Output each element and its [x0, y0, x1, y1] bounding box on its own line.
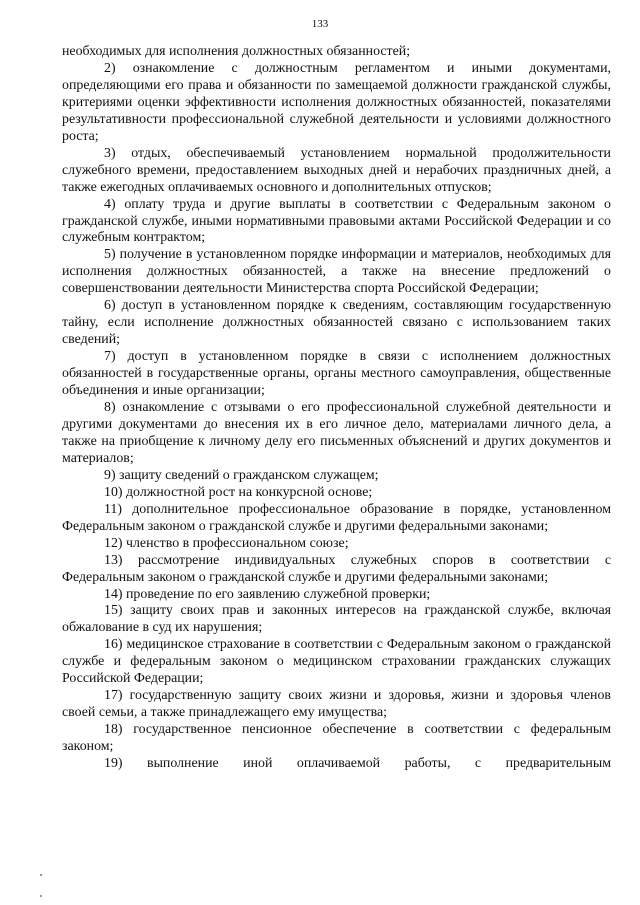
paragraph-item-9: 9) защиту сведений о гражданском служащем; [104, 467, 379, 483]
paragraph-item-11: 11) дополнительное профессиональное образование в порядке, установленном Федеральным законом о гражданской службе и другими федеральными законами; [62, 501, 611, 534]
paragraph-item-2: 2) ознакомление с должностным регламентом и иными документами, определяющими его права и обязанности по замещаемой должности гражданской службы, критериями оценки эффективности исполнения должностных обязанностей, показателями результативности профессиональной служебной деятельности и условиями должностного роста; [62, 60, 611, 144]
paragraph-item-3: 3) отдых, обеспечиваемый установлением нормальной продолжительности служебного времени, предоставлением выходных дней и нерабочих праздничных дней, а также ежегодных оплачиваемых основного и дополнительных отпусков; [62, 145, 611, 195]
document-body [62, 44, 611, 773]
paragraph-item-19: 19) выполнение иной оплачиваемой работы, с предварительным [104, 756, 611, 772]
paragraph-item-10: 10) должностной рост на конкурсной основе; [104, 484, 373, 500]
paragraph-item-17: 17) государственную защиту своих жизни и здоровья, жизни и здоровья членов своей семьи, а также принадлежащего ему имущества; [62, 688, 611, 721]
paragraph-continuation: необходимых для исполнения должностных обязанностей; [62, 44, 411, 59]
paragraph-item-13: 13) рассмотрение индивидуальных служебных споров в соответствии с Федеральным законом о гражданской службе и другими федеральными законами; [62, 552, 611, 585]
paragraph-item-7: 7) доступ в установленном порядке в связи с исполнением должностных обязанностей в государственные органы, органы местного самоуправления, общественные объединения и иные организации; [62, 349, 611, 399]
paragraph-item-6: 6) доступ в установленном порядке к сведениям, составляющим государственную тайну, если исполнение должностных обязанностей связано с использованием таких сведений; [62, 298, 611, 348]
paragraph-item-5: 5) получение в установленном порядке информации и материалов, необходимых для исполнения должностных обязанностей, а также на внесение предложений о совершенствовании деятельности Министерства спорта Российской Федерации; [62, 247, 611, 297]
scan-speck [40, 895, 42, 897]
paragraph-item-8: 8) ознакомление с отзывами о его профессиональной служебной деятельности и другими документами до внесения их в его личное дело, материалами личного дела, а также на приобщение к личному делу его письменных объяснений и других документов и материалов; [62, 400, 611, 466]
scan-speck [40, 874, 42, 876]
paragraph-item-16: 16) медицинское страхование в соответствии с Федеральным законом о гражданской службе и федеральным законом о медицинском страховании гражданских служащих Российской Федерации; [62, 637, 611, 687]
paragraph-item-14: 14) проведение по его заявлению служебной проверки; [104, 586, 431, 602]
paragraph-item-18: 18) государственное пенсионное обеспечение в соответствии с федеральным законом; [62, 722, 611, 755]
paragraph-item-15: 15) защиту своих прав и законных интересов на гражданской службе, включая обжалование в суд их нарушения; [62, 603, 611, 636]
page-number: 133 [311, 18, 329, 30]
paragraph-item-4: 4) оплату труда и другие выплаты в соответствии с Федеральным законом о гражданской службе, иными нормативными правовыми актами Российской Федерации и со служебным контрактом; [62, 196, 611, 246]
paragraph-item-12: 12) членство в профессиональном союзе; [104, 535, 349, 551]
